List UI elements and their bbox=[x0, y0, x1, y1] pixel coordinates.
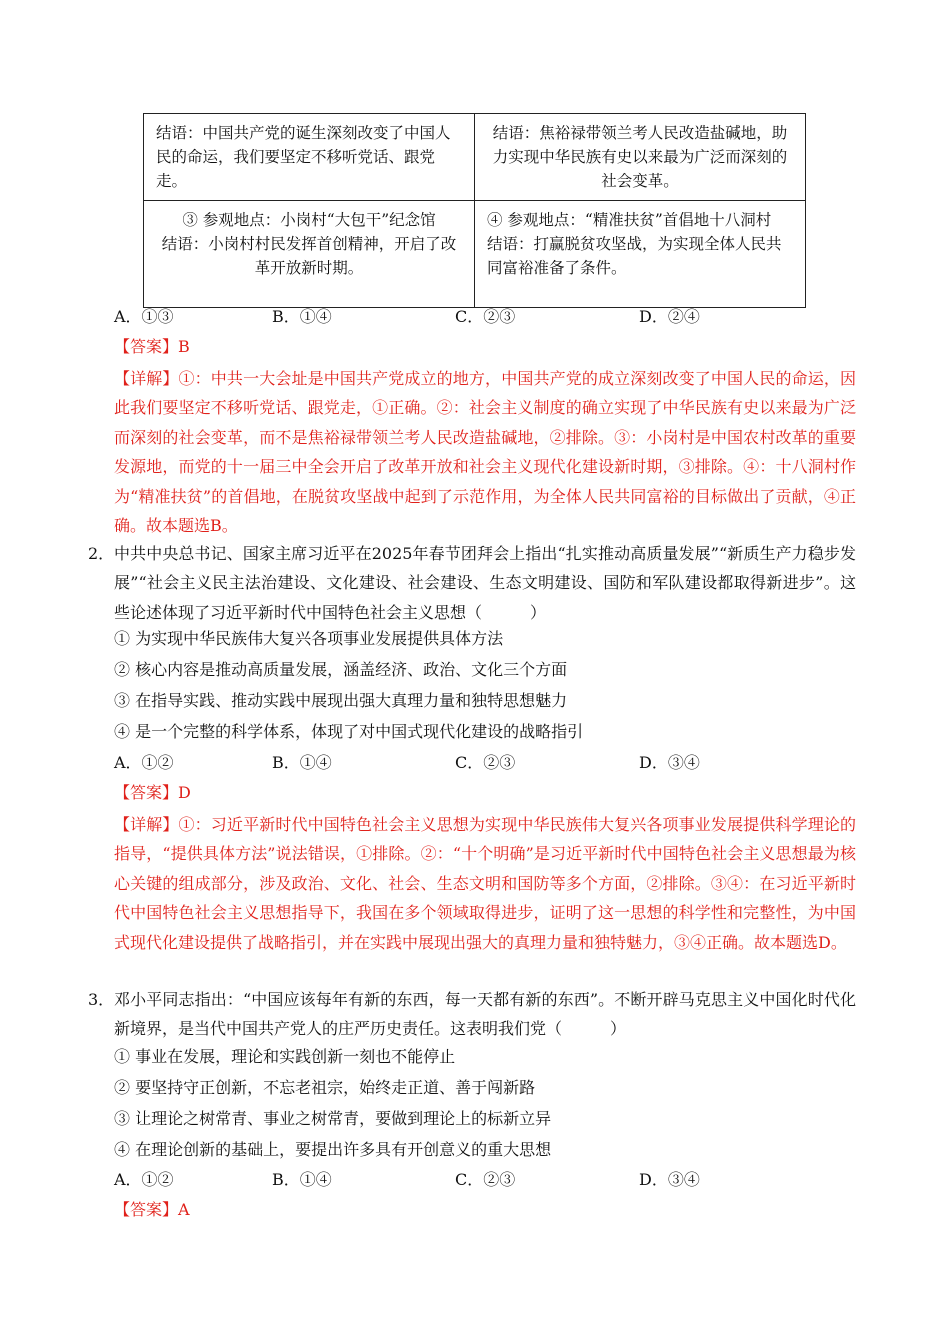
q3-option-c[interactable]: C．②③ bbox=[455, 1170, 516, 1189]
q2-option-d[interactable]: D．③④ bbox=[639, 753, 700, 772]
q3-item-3: ③ 让理论之树常青、事业之树常青，要做到理论上的标新立异 bbox=[114, 1109, 552, 1128]
q2-explanation: 【详解】①：习近平新时代中国特色社会主义思想为实现中华民族伟大复兴各项事业发展提供科学理论的指导，“提供具体方法”说法错误，①排除。②：“十个明确”是习近平新时代中国特色社会主义思想最为核心关键的组成部分，涉及政治、文化、社会、生态文明和国防等多个方面，②排除。③④：在习近平新时代中国特色社会主义思想指导下，我国在多个领域取得进步，证明了这一思想的科学性和完整性，为中国式现代化建设提供了战略指引，并在实践中展现出强大的真理力量和独特魅力，③④正确。故本题选D。 bbox=[114, 815, 856, 952]
visit-sites-table bbox=[143, 113, 806, 308]
q3-option-a[interactable]: A．①② bbox=[114, 1170, 174, 1189]
q2-options bbox=[114, 749, 834, 777]
q2-item-3: ③ 在指导实践、推动实践中展现出强大真理力量和独特思想魅力 bbox=[114, 691, 568, 710]
q3-option-b[interactable]: B．①④ bbox=[272, 1170, 332, 1189]
q3-item-2: ② 要坚持守正创新，不忘老祖宗，始终走正道、善于闯新路 bbox=[114, 1078, 536, 1097]
q2-item-1: ① 为实现中华民族伟大复兴各项事业发展提供具体方法 bbox=[114, 629, 504, 648]
q2-item-2: ② 核心内容是推动高质量发展，涵盖经济、政治、文化三个方面 bbox=[114, 660, 568, 679]
table-cell-2 bbox=[475, 114, 806, 201]
q2-answer: 【答案】D bbox=[114, 783, 191, 802]
q2-option-a[interactable]: A．①② bbox=[114, 753, 174, 772]
q3-options bbox=[114, 1166, 834, 1194]
cell-4-text: ④ 参观地点：“精准扶贫”首倡地十八洞村 结语：打赢脱贫攻坚战，为实现全体人民共同富裕准备了条件。 bbox=[487, 211, 782, 277]
q3-number: 3． bbox=[88, 990, 115, 1009]
q2-option-b[interactable]: B．①④ bbox=[272, 753, 332, 772]
q3-stem: 邓小平同志指出：“中国应该每年有新的东西，每一天都有新的东西”。不断开辟马克思主义中国化时代化新境界，是当代中国共产党人的庄严历史责任。这表明我们党（ ） bbox=[114, 990, 856, 1039]
table-cell-1 bbox=[144, 114, 475, 201]
q1-option-d[interactable]: D．②④ bbox=[639, 307, 700, 326]
q1-explanation: 【详解】①：中共一大会址是中国共产党成立的地方，中国共产党的成立深刻改变了中国人民的命运，因此我们要坚定不移听党话、跟党走，①正确。②：社会主义制度的确立实现了中华民族有史以来最为广泛而深刻的社会变革，而不是焦裕禄带领兰考人民改造盐碱地，②排除。③：小岗村是中国农村改革的重要发源地，而党的十一届三中全会开启了改革开放和社会主义现代化建设新时期，③排除。④：十八洞村作为“精准扶贫”的首倡地，在脱贫攻坚战中起到了示范作用，为全体人民共同富裕的目标做出了贡献，④正确。故本题选B。 bbox=[114, 369, 856, 536]
q2-option-c[interactable]: C．②③ bbox=[455, 753, 516, 772]
q1-answer: 【答案】B bbox=[114, 337, 190, 356]
q1-options bbox=[114, 303, 834, 331]
q1-option-c[interactable]: C．②③ bbox=[455, 307, 516, 326]
q2-number: 2． bbox=[88, 544, 115, 563]
table-cell-3 bbox=[144, 201, 475, 308]
table-cell-4 bbox=[475, 201, 806, 308]
q3-item-1: ① 事业在发展，理论和实践创新一刻也不能停止 bbox=[114, 1047, 456, 1066]
q2-item-4: ④ 是一个完整的科学体系，体现了对中国式现代化建设的战略指引 bbox=[114, 722, 584, 741]
cell-3-text: ③ 参观地点：小岗村“大包干”纪念馆 结语：小岗村村民发挥首创精神，开启了改革开放新时期。 bbox=[161, 211, 457, 277]
q1-option-a[interactable]: A．①③ bbox=[114, 307, 174, 326]
q2-stem: 中共中央总书记、国家主席习近平在2025年春节团拜会上指出“扎实推动高质量发展”“新质生产力稳步发展”“社会主义民主法治建设、文化建设、社会建设、生态文明建设、国防和军队建设都取得新进步”。这些论述体现了习近平新时代中国特色社会主义思想（ ） bbox=[114, 544, 856, 622]
q1-option-b[interactable]: B．①④ bbox=[272, 307, 332, 326]
cell-2-text: 结语：焦裕禄带领兰考人民改造盐碱地，助力实现中华民族有史以来最为广泛而深刻的社会变革。 bbox=[492, 124, 788, 190]
q3-item-4: ④ 在理论创新的基础上，要提出许多具有开创意义的重大思想 bbox=[114, 1140, 552, 1159]
cell-1-text: 结语：中国共产党的诞生深刻改变了中国人民的命运，我们要坚定不移听党话、跟党走。 bbox=[156, 124, 451, 190]
q3-option-d[interactable]: D．③④ bbox=[639, 1170, 700, 1189]
q3-answer: 【答案】A bbox=[114, 1200, 190, 1219]
